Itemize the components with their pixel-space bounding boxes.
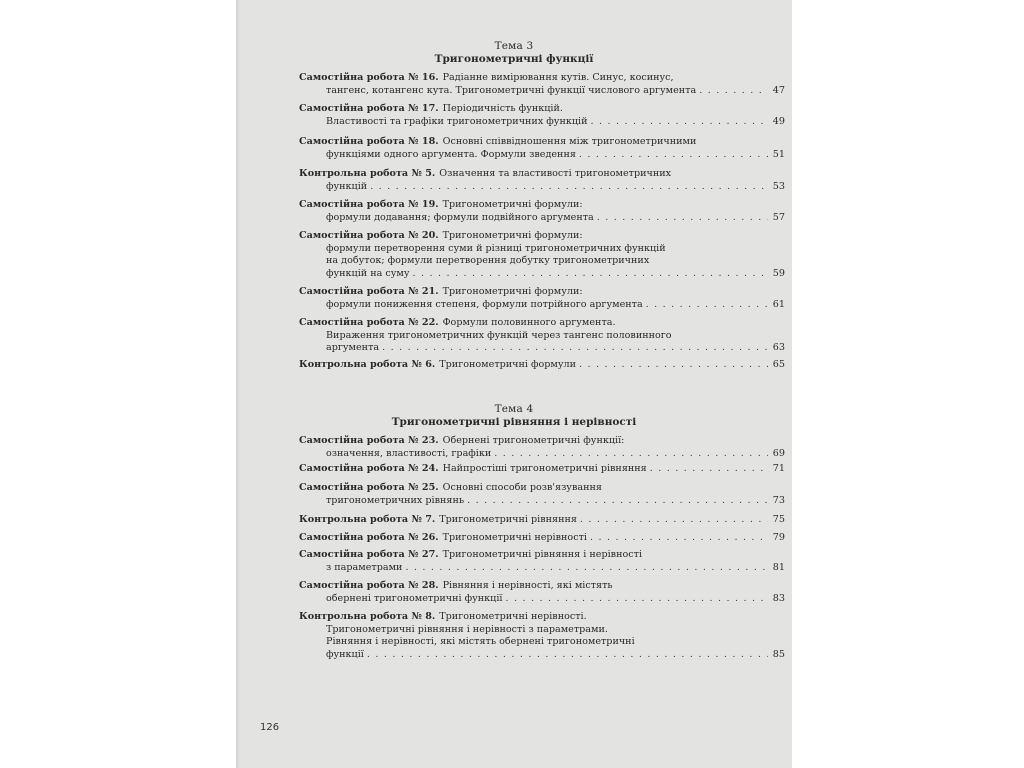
entry-title-line: Рівняння і нерівності, які містять обернені тригонометричні (326, 636, 635, 647)
entry-number: № 28. (408, 580, 439, 591)
toc-entry-sr28[interactable] (299, 580, 785, 605)
entry-number: № 18. (408, 136, 439, 147)
entry-title-line: Основні способи розв'язування (442, 482, 602, 493)
entry-title-line: Радіанне вимірювання кутів. Синус, косинус, (442, 72, 674, 83)
entry-page-number: 51 (772, 148, 785, 160)
entry-kind: Самостійна робота (299, 580, 405, 591)
entry-number: № 27. (408, 549, 439, 560)
toc-entry-kr6[interactable] (299, 359, 785, 372)
entry-page-number: 83 (772, 592, 785, 604)
topic-3-title: Тригонометричні функції (434, 53, 594, 65)
dot-leader (646, 299, 768, 312)
entry-title-line: Періодичність функцій. (442, 103, 563, 114)
entry-number: № 22. (408, 317, 439, 328)
entry-title-line: Тригонометричні рівняння і нерівності з параметрами. (326, 623, 608, 635)
entry-title-line: тригонометричних рівнянь (326, 494, 465, 506)
entry-page-number: 49 (772, 115, 785, 127)
toc-entry-sr16[interactable] (299, 72, 785, 97)
entry-number: № 5. (411, 168, 436, 179)
toc-entry-sr18[interactable] (299, 136, 785, 161)
toc-entry-sr23[interactable] (299, 435, 785, 460)
entry-title-line: аргумента (326, 342, 380, 353)
entry-title-line: з параметрами (326, 561, 403, 573)
entry-title-line: обернені тригонометричні функції (326, 592, 503, 604)
entry-page-number: 57 (772, 211, 785, 223)
entry-title-line: Основні співвідношення між тригонометричними (442, 136, 697, 147)
entry-page-number: 53 (772, 180, 785, 192)
page-gutter-shadow (236, 0, 240, 768)
entry-kind: Контрольна робота (299, 359, 409, 370)
toc-entry-sr19[interactable] (299, 199, 785, 224)
toc-entry-sr20[interactable] (299, 230, 785, 280)
entry-kind: Самостійна робота (299, 230, 405, 241)
entry-title-line: Тригонометричні формули: (442, 286, 583, 297)
entry-title-line: означення, властивості, графіки (326, 447, 492, 459)
entry-page-number: 59 (772, 267, 785, 279)
entry-title-line: Тригонометричні нерівності (442, 532, 587, 543)
toc-entry-sr17[interactable] (299, 103, 785, 128)
entry-title-line: Тригонометричні нерівності. (439, 611, 587, 622)
entry-kind: Контрольна робота (299, 611, 409, 622)
entry-number: № 7. (411, 514, 436, 525)
entry-page-number: 63 (772, 342, 785, 353)
entry-title-line: Вираження тригонометричних функцій через тангенс половинного (326, 329, 672, 341)
entry-page-number: 69 (772, 447, 785, 459)
entry-title-line: Тригонометричні рівняння (439, 514, 577, 525)
entry-number: № 23. (408, 435, 439, 446)
entry-title-line: Обернені тригонометричні функції: (442, 435, 625, 446)
toc-entry-kr5[interactable] (299, 168, 785, 193)
entry-number: № 25. (408, 482, 439, 493)
entry-page-number: 81 (772, 561, 785, 573)
dot-leader (579, 149, 768, 162)
entry-title-line: формули додавання; формули подвійного аргумента (326, 211, 594, 223)
dot-leader (699, 85, 768, 98)
toc-entry-kr7[interactable] (299, 514, 785, 527)
entry-page-number: 71 (772, 463, 785, 474)
dot-leader (494, 448, 768, 461)
entry-page-number: 47 (772, 84, 785, 96)
topic-4-number: Тема 4 (494, 403, 534, 415)
entry-kind: Контрольна робота (299, 168, 409, 179)
entry-kind: Самостійна робота (299, 532, 405, 543)
entry-kind: Самостійна робота (299, 482, 405, 493)
dot-leader (382, 342, 768, 355)
entry-title-line: функцій (326, 180, 368, 192)
entry-kind: Контрольна робота (299, 514, 409, 525)
toc-entry-sr25[interactable] (299, 482, 785, 507)
entry-title-line: Властивості та графіки тригонометричних функцій (326, 115, 588, 127)
topic-4-title: Тригонометричні рівняння і нерівності (391, 416, 637, 428)
entry-number: № 19. (408, 199, 439, 210)
entry-title-line: Формули половинного аргумента. (442, 317, 616, 328)
dot-leader (367, 649, 768, 662)
toc-entry-sr26[interactable] (299, 532, 785, 545)
entry-title-line: Тригонометричні формули: (442, 230, 583, 241)
dot-leader (467, 495, 768, 508)
entry-page-number: 65 (772, 359, 785, 370)
entry-page-number: 61 (772, 298, 785, 310)
entry-page-number: 85 (772, 648, 785, 660)
entry-number: № 21. (408, 286, 439, 297)
entry-number: № 20. (408, 230, 439, 241)
entry-kind: Самостійна робота (299, 136, 405, 147)
dot-leader (590, 116, 768, 129)
entry-number: № 6. (411, 359, 436, 370)
entry-title-line: Тригонометричні рівняння і нерівності (442, 549, 643, 560)
entry-title-line: на добуток; формули перетворення добутку тригонометричних (326, 255, 650, 266)
entry-kind: Самостійна робота (299, 463, 405, 474)
dot-leader (413, 268, 768, 281)
toc-entry-sr27[interactable] (299, 549, 785, 574)
entry-title-line: функцій на суму (326, 267, 410, 279)
toc-entry-sr24[interactable] (299, 463, 785, 476)
topic-4-heading (236, 403, 792, 429)
entry-page-number: 79 (772, 532, 785, 543)
entry-title-line: Рівняння і нерівності, які містять (442, 580, 613, 591)
entry-title-line: Тригонометричні формули: (442, 199, 583, 210)
entry-title-line: формули пониження степеня, формули потрійного аргумента (326, 298, 643, 310)
entry-title-line: функціями одного аргумента. Формули зведення (326, 148, 576, 160)
entry-number: № 16. (408, 72, 439, 83)
entry-number: № 8. (411, 611, 436, 622)
topic-3-heading (236, 40, 792, 66)
dot-leader (405, 562, 768, 575)
entry-kind: Самостійна робота (299, 199, 405, 210)
entry-title-line: формули перетворення суми й різниці тригонометричних функцій (326, 242, 666, 254)
entry-page-number: 73 (772, 494, 785, 506)
toc-entry-sr22[interactable] (299, 317, 785, 355)
entry-kind: Самостійна робота (299, 317, 405, 328)
entry-kind: Самостійна робота (299, 549, 405, 560)
dot-leader (580, 514, 768, 527)
entry-title-line: тангенс, котангенс кута. Тригонометричні функції числового аргумента (326, 84, 697, 96)
dot-leader (370, 181, 768, 194)
page-number: 126 (260, 722, 280, 733)
toc-entry-sr21[interactable] (299, 286, 785, 311)
entry-kind: Самостійна робота (299, 72, 405, 83)
toc-entry-kr8[interactable] (299, 611, 785, 661)
dot-leader (579, 359, 768, 372)
entry-page-number: 75 (772, 514, 785, 525)
topic-3-number: Тема 3 (494, 40, 534, 52)
entry-title-line: Найпростіші тригонометричні рівняння (442, 463, 647, 474)
dot-leader (597, 212, 768, 225)
entry-kind: Самостійна робота (299, 435, 405, 446)
entry-title-line: Тригонометричні формули (439, 359, 577, 370)
dot-leader (505, 593, 768, 606)
entry-number: № 24. (408, 463, 439, 474)
entry-title-line: функції (326, 648, 364, 660)
entry-number: № 17. (408, 103, 439, 114)
dot-leader (590, 532, 768, 545)
entry-kind: Самостійна робота (299, 103, 405, 114)
entry-kind: Самостійна робота (299, 286, 405, 297)
book-page (236, 0, 792, 768)
entry-title-line: Означення та властивості тригонометричних (439, 168, 672, 179)
entry-number: № 26. (408, 532, 439, 543)
dot-leader (650, 463, 768, 476)
